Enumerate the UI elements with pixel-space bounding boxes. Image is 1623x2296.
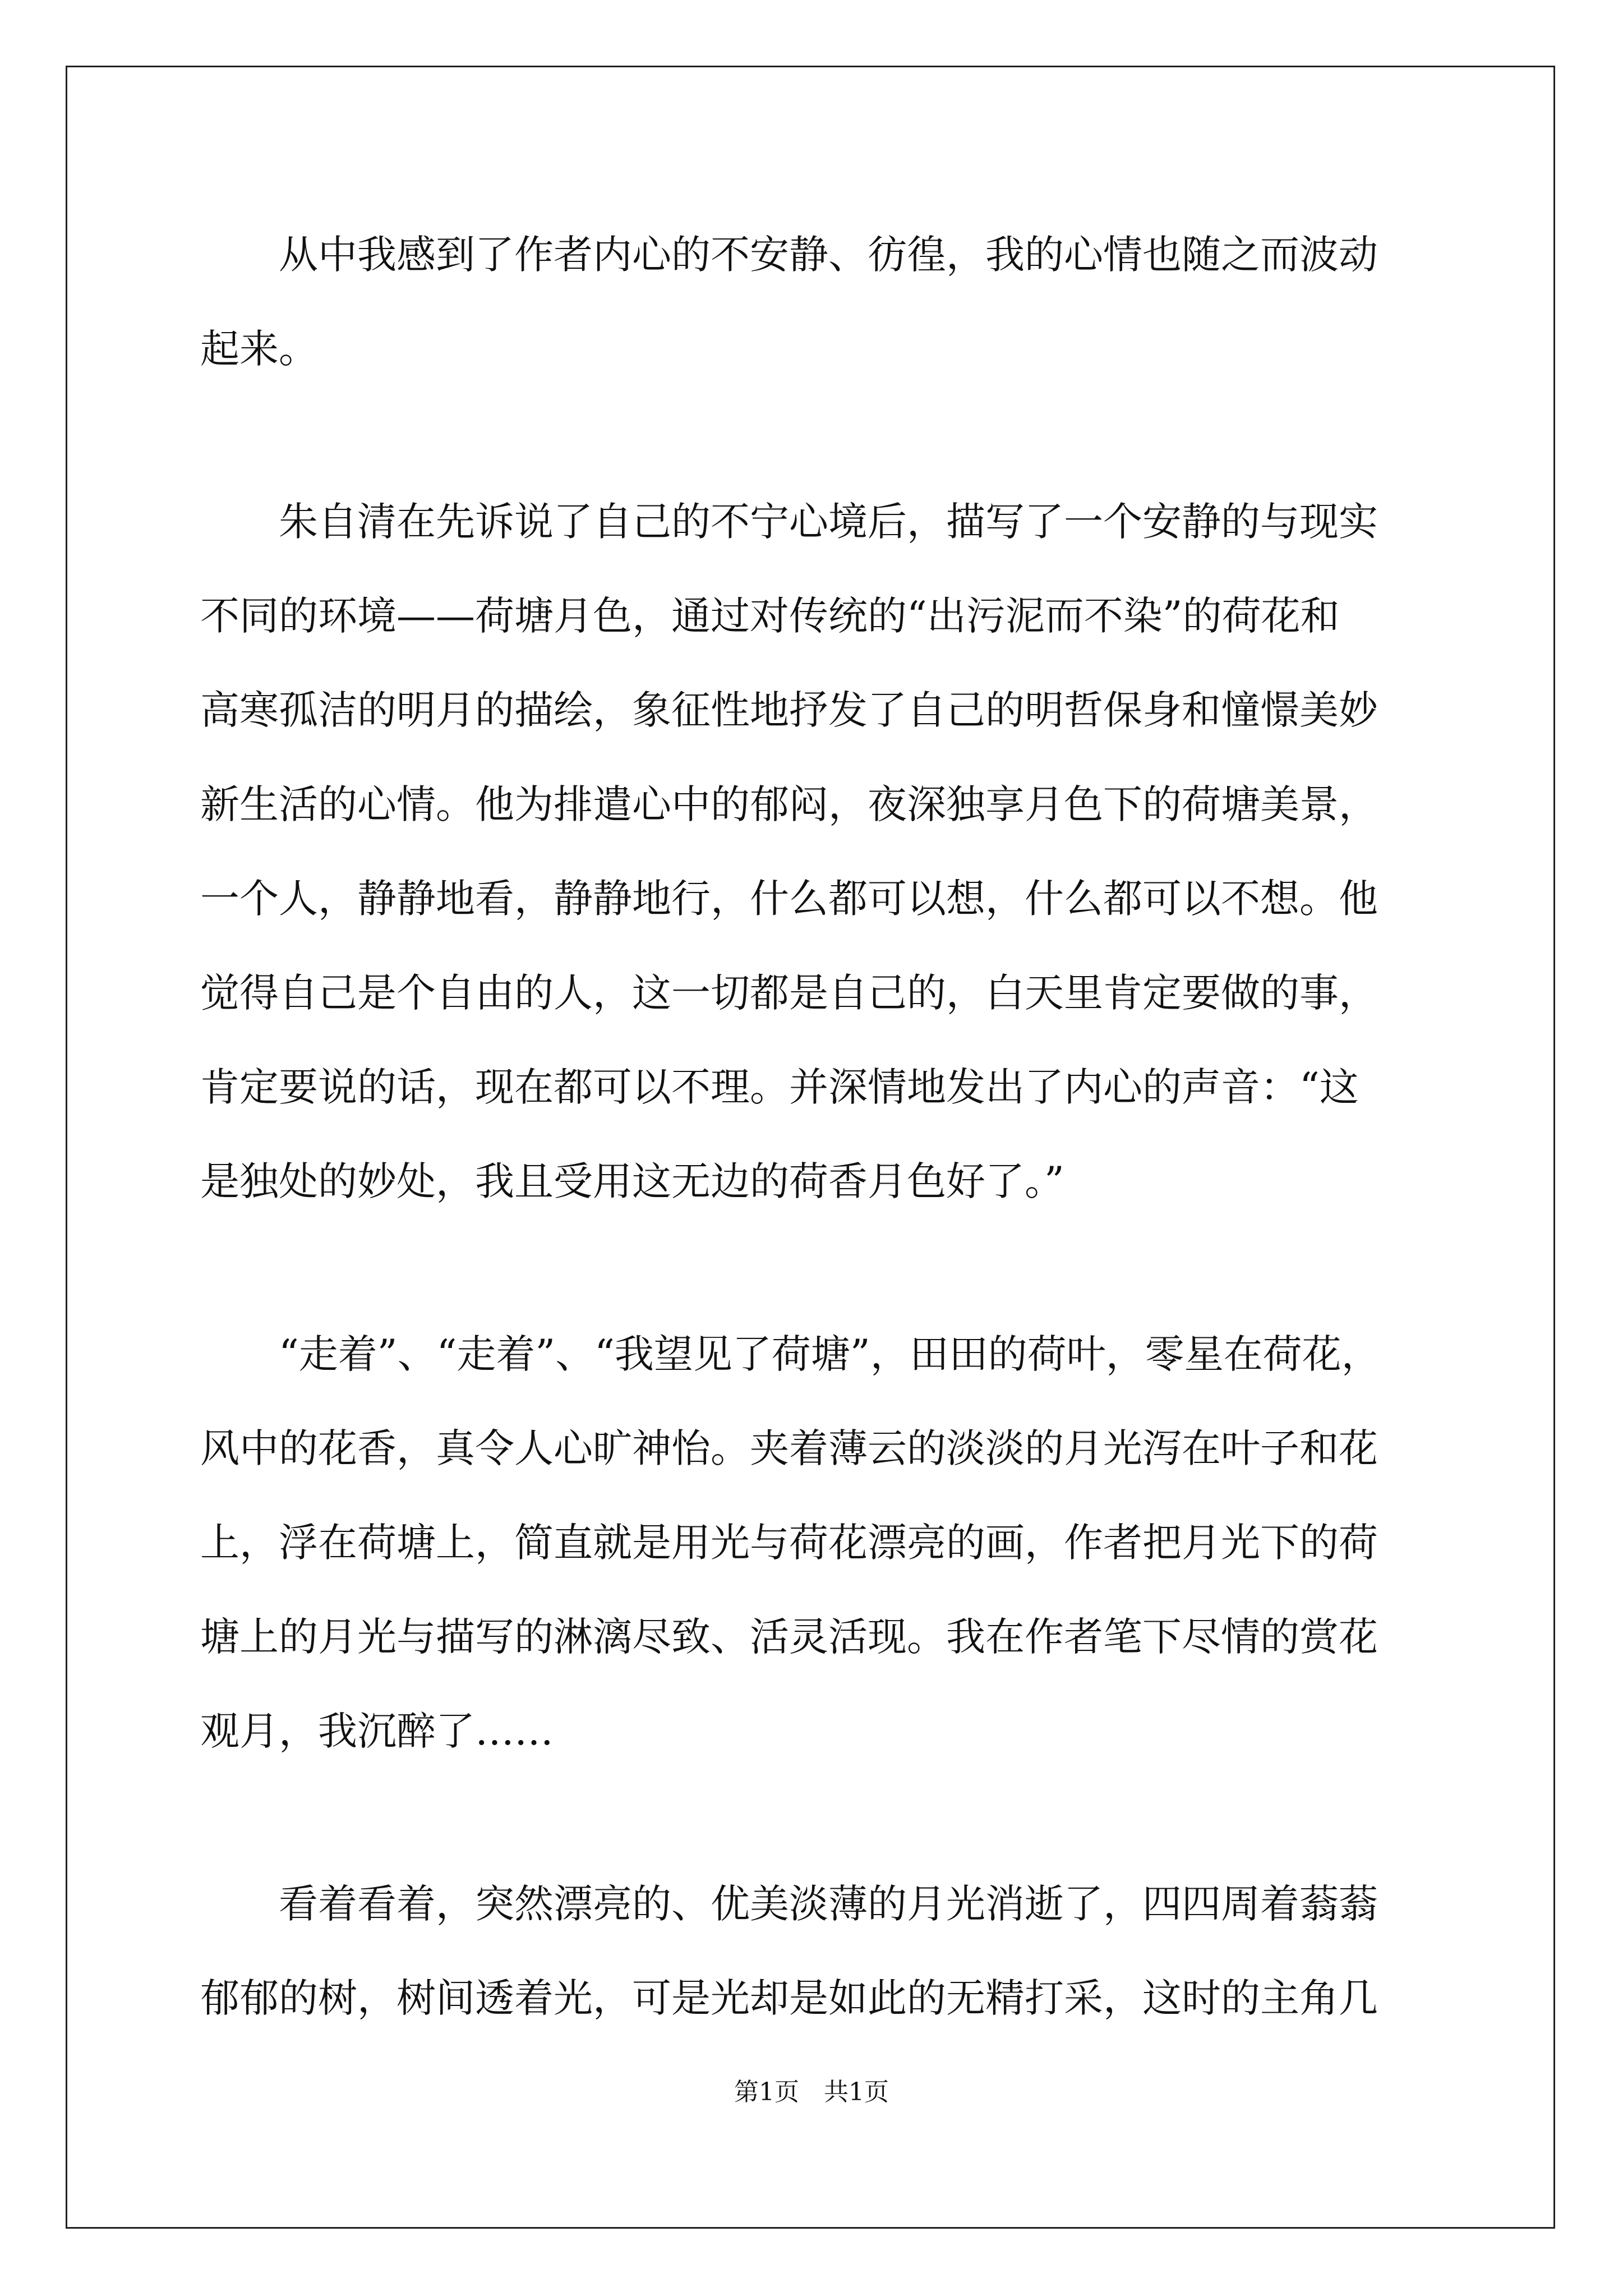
text-line: 郁郁的树，树间透着光，可是光却是如此的无精打采，这时的主角几	[200, 1975, 1378, 2021]
text-line: 肯定要说的话，现在都可以不理。并深情地发出了内心的声音：“这	[200, 1064, 1359, 1110]
text-line: 风中的花香，真令人心旷神怡。夹着薄云的淡淡的月光泻在叶子和花	[200, 1425, 1378, 1471]
paragraph	[200, 475, 1428, 1228]
text-line: 起来。	[200, 326, 318, 372]
paragraph	[200, 1857, 1428, 2045]
text-line: 是独处的妙处，我且受用这无边的荷香月色好了。”	[200, 1158, 1064, 1204]
text-line: 朱自清在先诉说了自己的不宁心境后，描写了一个安静的与现实	[200, 499, 1378, 545]
page-footer: 第1页 共1页	[734, 2078, 889, 2106]
text-line: 一个人，静静地看，静静地行，什么都可以想，什么都可以不想。他	[200, 876, 1378, 922]
text-line: 塘上的月光与描写的淋漓尽致、活灵活现。我在作者笔下尽情的赏花	[200, 1614, 1378, 1660]
text-line: 从中我感到了作者内心的不安静、彷徨，我的心情也随之而波动	[200, 232, 1378, 278]
text-line: 新生活的心情。他为排遣心中的郁闷，夜深独享月色下的荷塘美景，	[200, 781, 1378, 827]
document-body	[200, 208, 1428, 2045]
text-line: 不同的环境——荷塘月色，通过对传统的“出污泥而不染”的荷花和	[200, 593, 1340, 639]
text-line: “走着”、“走着”、“我望见了荷塘”，田田的荷叶，零星在荷花，	[200, 1331, 1381, 1377]
text-line: 上，浮在荷塘上，简直就是用光与荷花漂亮的画，作者把月光下的荷	[200, 1520, 1378, 1566]
text-line: 高寒孤洁的明月的描绘，象征性地抒发了自己的明哲保身和憧憬美妙	[200, 687, 1378, 733]
text-line: 看着看着，突然漂亮的、优美淡薄的月光消逝了，四四周着蓊蓊	[200, 1881, 1378, 1927]
text-line: 觉得自己是个自由的人，这一切都是自己的，白天里肯定要做的事，	[200, 970, 1378, 1016]
paragraph	[200, 208, 1428, 396]
text-line: 观月，我沉醉了……	[200, 1708, 554, 1754]
paragraph	[200, 1307, 1428, 1778]
